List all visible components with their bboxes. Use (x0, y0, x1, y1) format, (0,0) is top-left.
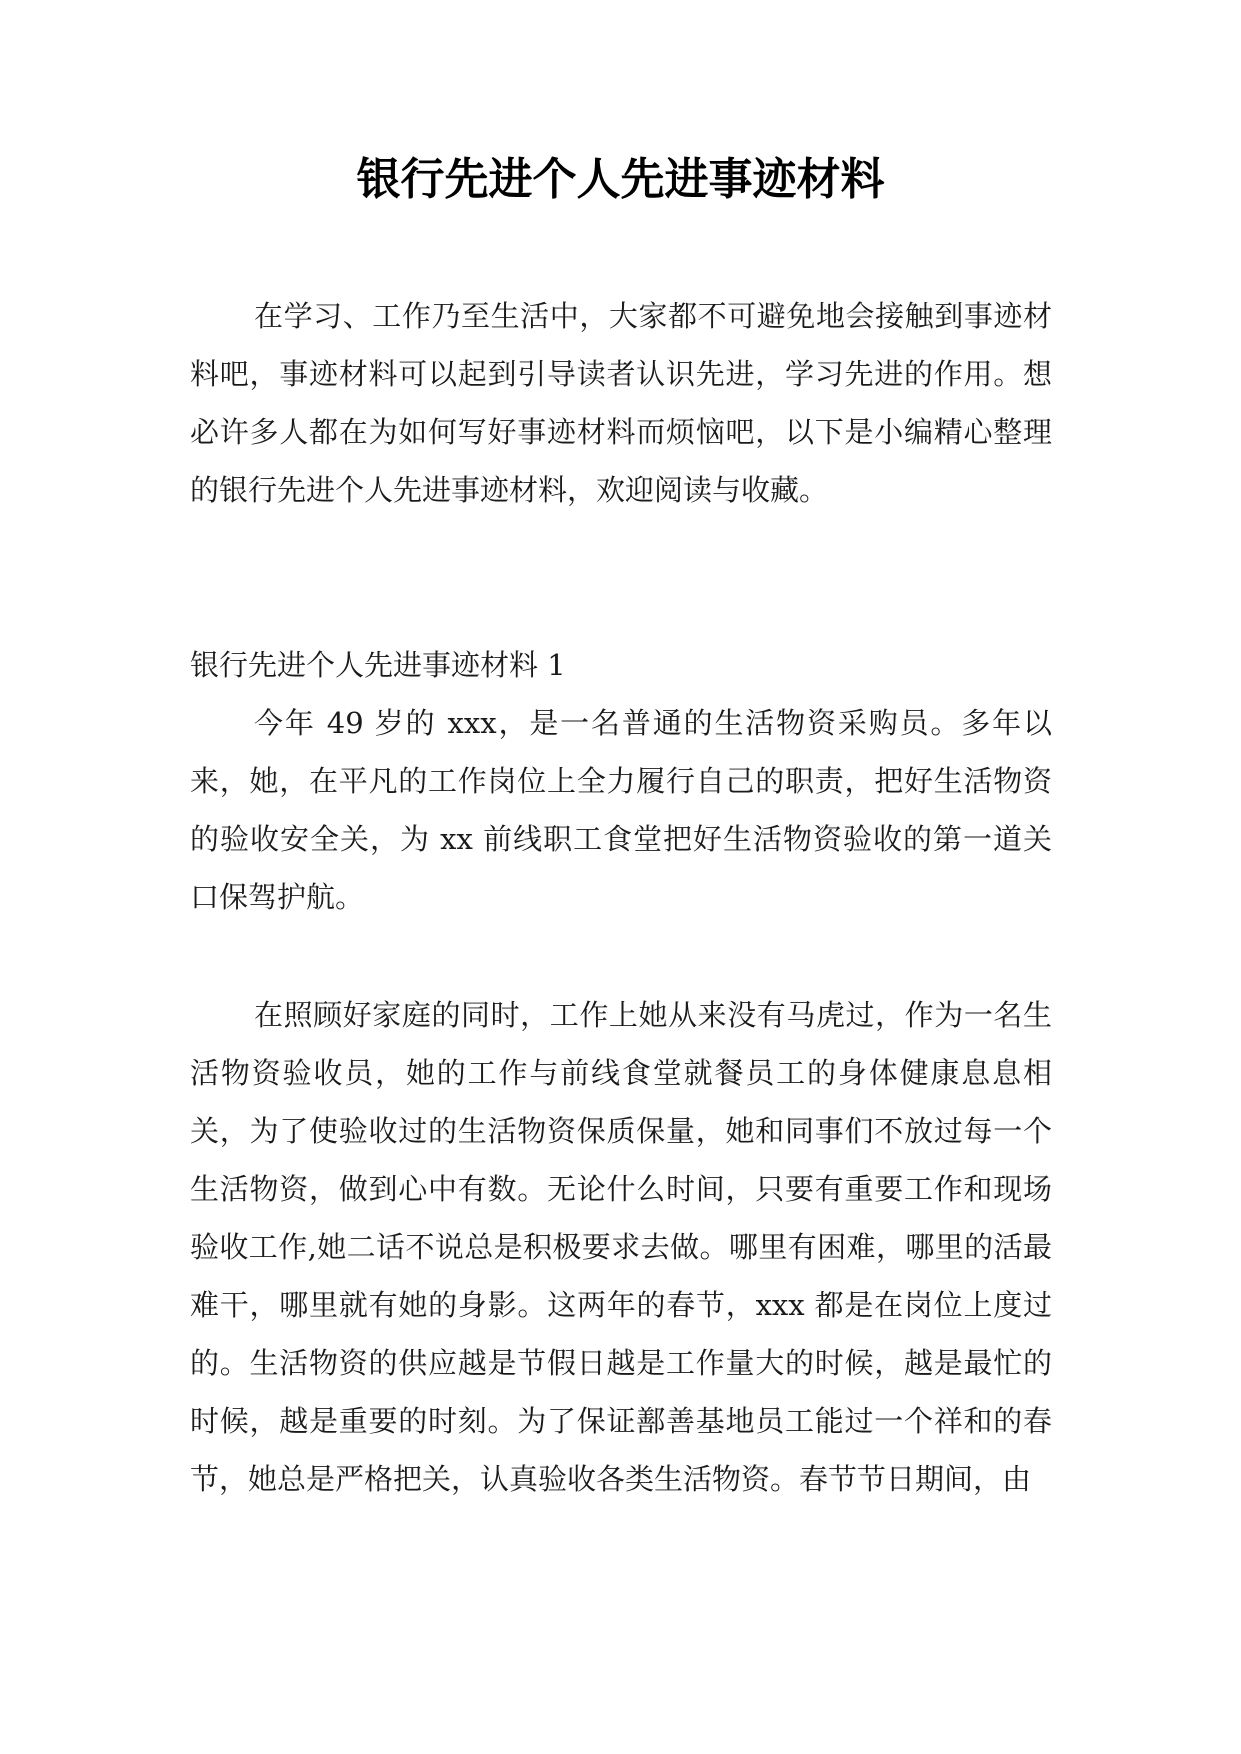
body-paragraph-1: 今年 49 岁的 xxx，是一名普通的生活物资采购员。多年以来，她，在平凡的工作岗位上全力履行自己的职责，把好生活物资的验收安全关，为 xx 前线职工食堂把好生活物资验收的第一道关口保驾护航。 (190, 706, 1052, 914)
intro-paragraph: 在学习、工作乃至生活中，大家都不可避免地会接触到事迹材料吧，事迹材料可以起到引导读者认识先进，学习先进的作用。想必许多人都在为如何写好事迹材料而烦恼吧，以下是小编精心整理的银行先进个人先进事迹材料，欢迎阅读与收藏。 (190, 299, 1052, 507)
document-title: 银行先进个人先进事迹材料 (356, 154, 885, 205)
section-heading: 银行先进个人先进事迹材料 1 (190, 648, 566, 682)
body-paragraph-2: 在照顾好家庭的同时，工作上她从来没有马虎过，作为一名生活物资验收员，她的工作与前线食堂就餐员工的身体健康息息相关，为了使验收过的生活物资保质保量，她和同事们不放过每一个生活物资，做到心中有数。无论什么时间，只要有重要工作和现场验收工作,她二话不说总是积极要求去做。哪里有困难，哪里的活最难干，哪里就有她的身影。这两年的春节，xxx 都是在岗位上度过的。生活物资的供应越是节假日越是工作量大的时候，越是最忙的时候，越是重要的时刻。为了保证鄯善基地员工能过一个祥和的春节，她总是严格把关，认真验收各类生活物资。春节节日期间，由 (190, 998, 1052, 1496)
